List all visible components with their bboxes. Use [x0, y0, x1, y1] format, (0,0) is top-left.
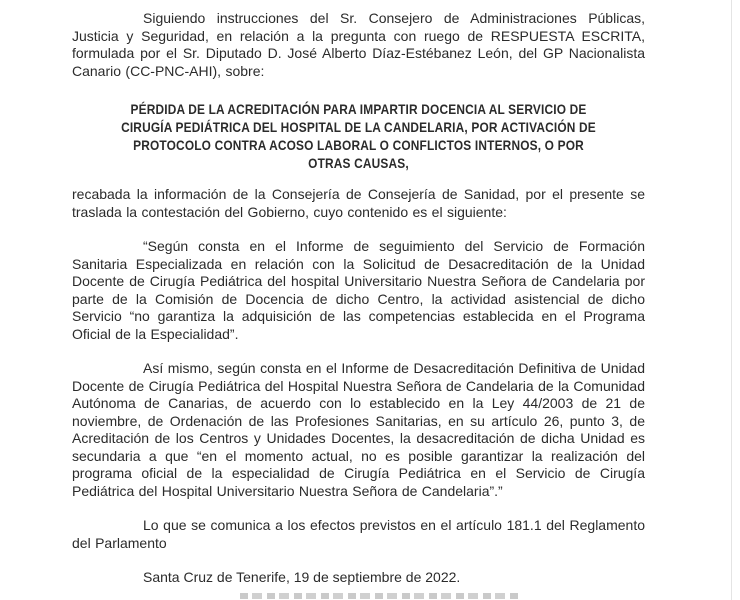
subject-heading-line: PROTOCOLO CONTRA ACOSO LABORAL O CONFLICTOS INTERNOS, O POR: [133, 137, 584, 153]
subject-heading: [115, 100, 602, 172]
closing-paragraph: Lo que se comunica a los efectos previstos en el artículo 181.1 del Reglamento del Parlamento: [72, 517, 645, 551]
subject-heading-line: OTRAS CAUSAS,: [308, 155, 409, 171]
dateline: Santa Cruz de Tenerife, 19 de septiembre de 2022.: [143, 569, 461, 585]
page-edge-line: [731, 0, 732, 600]
cutoff-signature-line: [240, 593, 522, 599]
subject-heading-line: CIRUGÍA PEDIÁTRICA DEL HOSPITAL DE LA CANDELARIA, POR ACTIVACIÓN DE: [121, 119, 596, 135]
document-body: [72, 10, 645, 587]
subject-heading-line: PÉRDIDA DE LA ACREDITACIÓN PARA IMPARTIR DOCENCIA AL SERVICIO DE: [130, 101, 587, 117]
quoted-report-paragraph-2: Así mismo, según consta en el Informe de Desacreditación Definitiva de Unidad Docente de Cirugía Pediátrica del Hospital Nuestra Señora de Candelaria de la Comunidad Autónoma de Canarias, de acuerdo con lo establecido en la Ley 44/2003 de 21 de noviembre, de Ordenación de las Profesiones Sanitarias, en su artículo 26, punto 3, de Acreditación de los Centros y Unidades Docentes, la desacreditación de dicha Unidad es secundaria a que “en el momento actual, no es posible garantizar la realización del programa oficial de la especialidad de Cirugía Pediátrica en el Servicio de Cirugía Pediátrica del Hospital Universitario Nuestra Señora de Candelaria”.”: [72, 360, 645, 499]
intro-paragraph: Siguiendo instrucciones del Sr. Consejero de Administraciones Públicas, Justicia y Seguridad, en relación a la pregunta con ruego de RESPUESTA ESCRITA, formulada por el Sr. Diputado D. José Alberto Díaz-Estébanez León, del GP Nacionalista Canario (CC-PNC-AHI), sobre:: [72, 10, 645, 79]
transmittal-paragraph: recabada la información de la Consejería de Consejería de Sanidad, por el presente se traslada la contestación del Gobierno, cuyo contenido es el siguiente:: [72, 186, 645, 220]
quoted-report-paragraph-1: “Según consta en el Informe de seguimiento del Servicio de Formación Sanitaria Especializada en relación con la Solicitud de Desacreditación de la Unidad Docente de Cirugía Pediátrica del hospital Universitario Nuestra Señora de Candelaria por parte de la Comisión de Docencia de dicho Centro, la actividad asistencial de dicho Servicio “no garantiza la adquisición de las competencias establecida en el Programa Oficial de la Especialidad”.: [72, 238, 645, 342]
